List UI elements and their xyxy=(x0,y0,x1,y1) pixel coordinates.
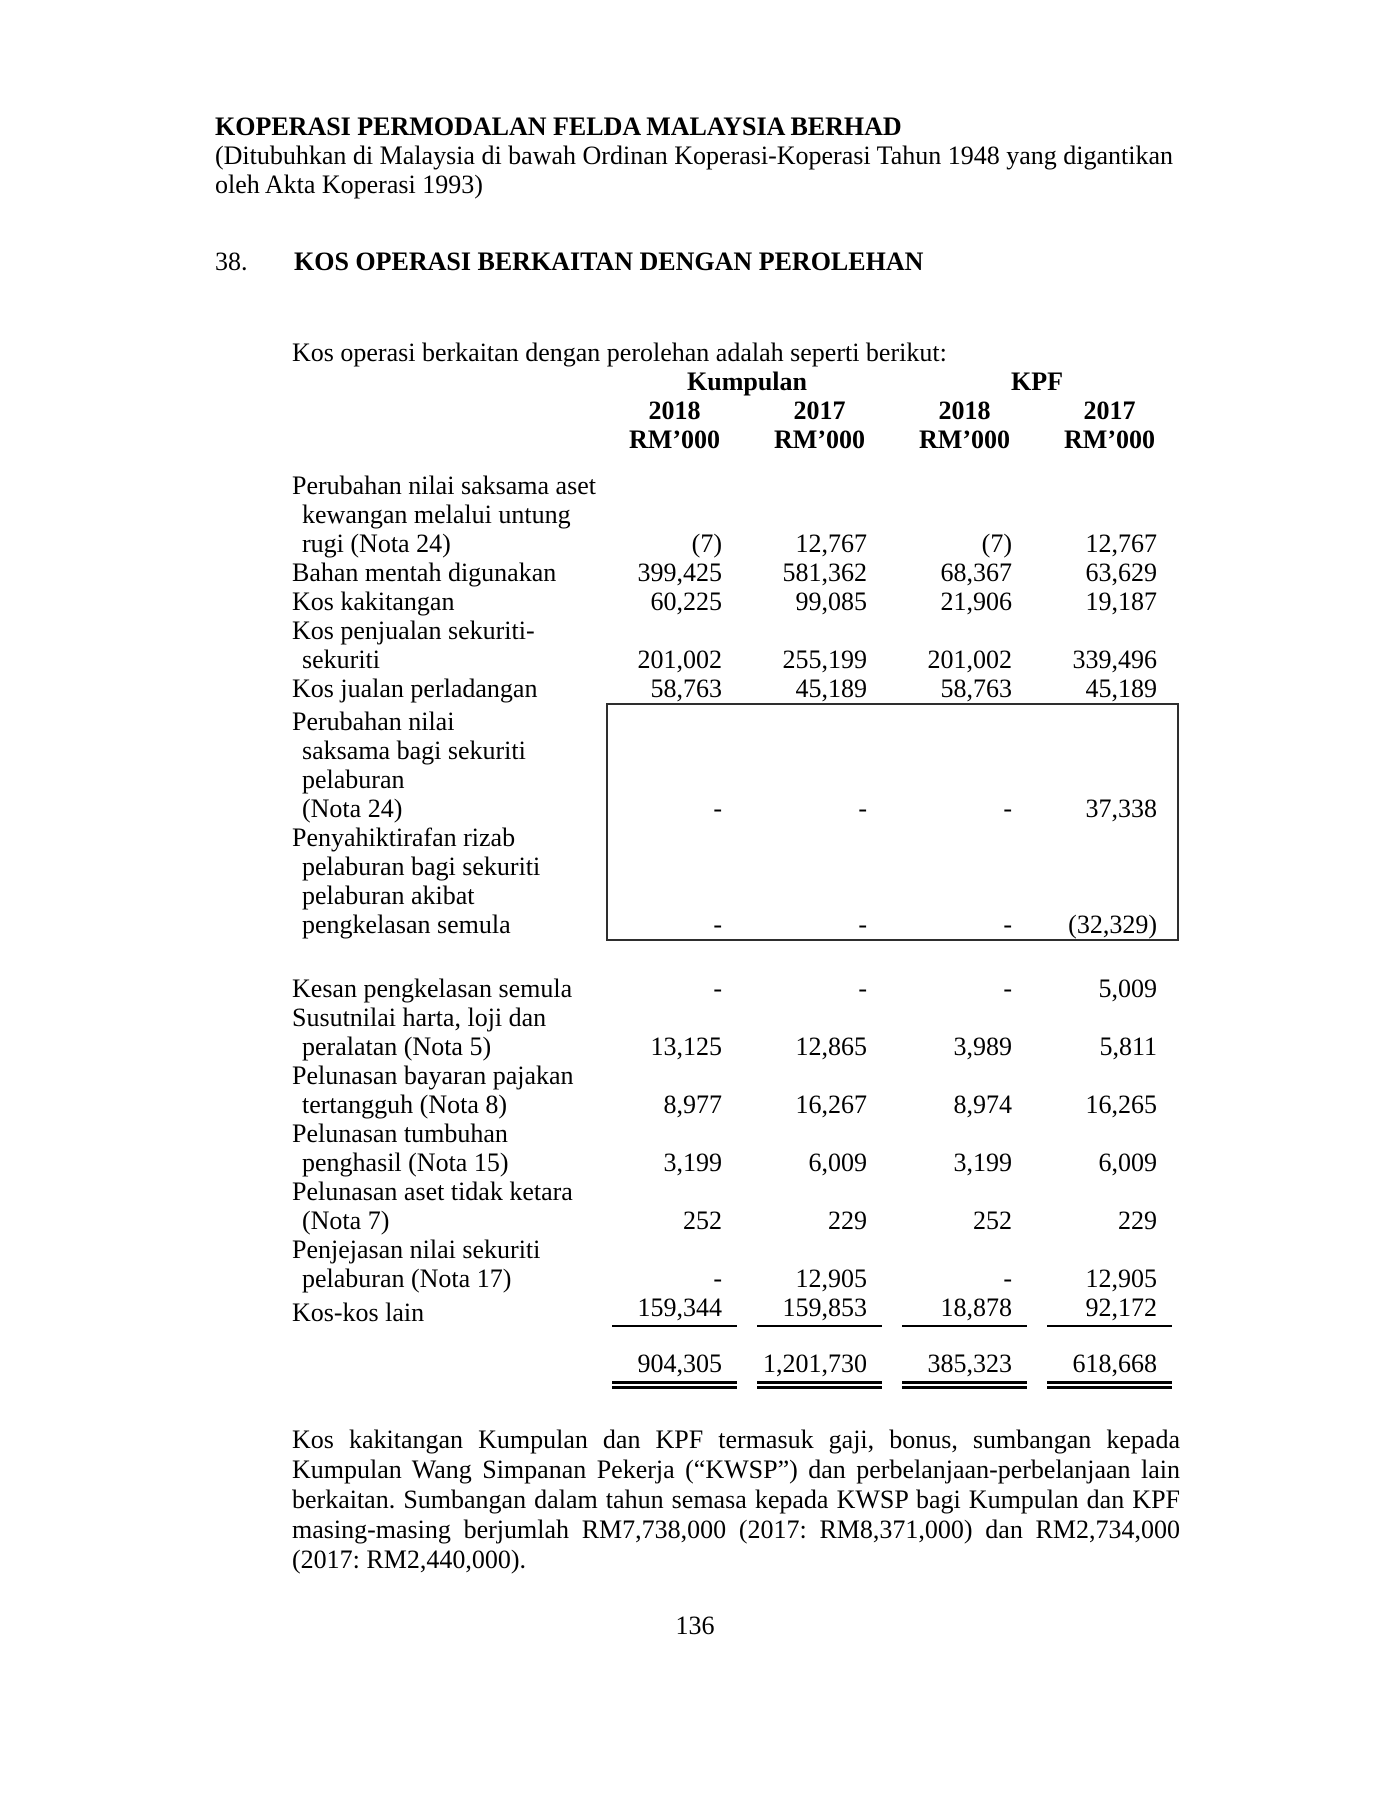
row-label: Kesan pengkelasan semula xyxy=(292,974,573,1003)
cell-value: 252 xyxy=(973,1206,1012,1235)
group-header-kumpulan: Kumpulan xyxy=(687,367,807,396)
cell-value: 99,085 xyxy=(795,587,867,616)
cell-value: 63,629 xyxy=(1085,558,1157,587)
cell-value: 229 xyxy=(828,1206,867,1235)
row-label: Perubahan nilai xyxy=(292,707,455,736)
cell-value: 16,267 xyxy=(795,1090,867,1119)
cell-value: 5,811 xyxy=(1099,1032,1157,1061)
footnote-line: masing-masing berjumlah RM7,738,000 (2017: RM8,371,000) dan RM2,734,000 xyxy=(292,1515,1180,1544)
cell-value: - xyxy=(1003,794,1012,823)
table-row xyxy=(292,1061,1172,1119)
section-number: 38. xyxy=(215,247,248,276)
total-value: 385,323 xyxy=(902,1349,1027,1389)
cell-value: - xyxy=(858,910,867,939)
cell-value: 6,009 xyxy=(808,1148,867,1177)
cell-value: 58,763 xyxy=(940,674,1012,703)
cell-value: 45,189 xyxy=(1085,674,1157,703)
year-header: 2017 xyxy=(793,396,846,425)
cell-value: (7) xyxy=(691,529,722,558)
unit-header: RM’000 xyxy=(629,425,720,454)
cell-value: 201,002 xyxy=(927,645,1012,674)
year-header: 2018 xyxy=(648,396,701,425)
cell-value: - xyxy=(1003,1264,1012,1293)
table-row xyxy=(292,471,1172,558)
cell-value: 201,002 xyxy=(637,645,722,674)
cell-value: 92,172 xyxy=(1047,1293,1172,1327)
cell-value: 21,906 xyxy=(940,587,1012,616)
footnote-line: Kos kakitangan Kumpulan dan KPF termasuk gaji, bonus, sumbangan kepada xyxy=(292,1425,1180,1454)
cell-value: 255,199 xyxy=(782,645,867,674)
cell-value: (7) xyxy=(981,529,1012,558)
table-row xyxy=(292,1119,1172,1177)
total-value: 904,305 xyxy=(612,1349,737,1389)
row-label: pelaburan akibat xyxy=(302,881,475,910)
row-label: peralatan (Nota 5) xyxy=(302,1032,492,1061)
cell-value: 6,009 xyxy=(1098,1148,1157,1177)
cell-value: 12,767 xyxy=(795,529,867,558)
section-heading xyxy=(215,247,1390,276)
table-row xyxy=(292,1235,1172,1293)
row-label: sekuriti xyxy=(302,645,380,674)
unit-header: RM’000 xyxy=(919,425,1010,454)
cell-value: - xyxy=(858,794,867,823)
cell-value: 68,367 xyxy=(940,558,1012,587)
row-label: kewangan melalui untung xyxy=(302,500,571,529)
row-label: Kos-kos lain xyxy=(292,1298,425,1327)
cell-value: 3,199 xyxy=(953,1148,1012,1177)
cell-value: 12,767 xyxy=(1085,529,1157,558)
total-value: 1,201,730 xyxy=(757,1349,882,1389)
table-row xyxy=(292,558,1172,587)
table-row xyxy=(292,1293,1172,1327)
cell-value: - xyxy=(1003,974,1012,1003)
row-label: rugi (Nota 24) xyxy=(302,529,451,558)
row-label: (Nota 24) xyxy=(302,794,403,823)
cell-value: 159,853 xyxy=(757,1293,882,1327)
row-label: Kos jualan perladangan xyxy=(292,674,538,703)
row-label: pelaburan (Nota 17) xyxy=(302,1264,512,1293)
company-header xyxy=(215,112,1175,199)
group-header-kpf: KPF xyxy=(1011,367,1063,396)
table-totals-row xyxy=(292,1349,1172,1389)
row-label: Pelunasan tumbuhan xyxy=(292,1119,508,1148)
cell-value: 12,905 xyxy=(795,1264,867,1293)
cell-value: - xyxy=(1003,910,1012,939)
intro-text: Kos operasi berkaitan dengan perolehan adalah seperti berikut: xyxy=(292,338,947,367)
table-year-header-row xyxy=(292,396,1172,425)
table-row xyxy=(292,587,1172,616)
row-label: Kos penjualan sekuriti- xyxy=(292,616,535,645)
table-row xyxy=(292,1003,1172,1061)
company-name: KOPERASI PERMODALAN FELDA MALAYSIA BERHAD xyxy=(215,112,902,141)
table-group-header-row xyxy=(292,367,1172,396)
cell-value: 159,344 xyxy=(612,1293,737,1327)
table-row xyxy=(292,823,1172,939)
table-row xyxy=(292,674,1172,703)
cell-value: 581,362 xyxy=(782,558,867,587)
cell-value: 16,265 xyxy=(1085,1090,1157,1119)
table-row xyxy=(292,1177,1172,1235)
year-header: 2017 xyxy=(1083,396,1136,425)
row-label: Penyahiktirafan rizab xyxy=(292,823,516,852)
row-label: tertangguh (Nota 8) xyxy=(302,1090,508,1119)
company-subtitle-line: oleh Akta Koperasi 1993) xyxy=(215,170,483,199)
table-unit-header-row xyxy=(292,425,1172,454)
company-subtitle-line: (Ditubuhkan di Malaysia di bawah Ordinan Koperasi-Koperasi Tahun 1948 yang digantikan xyxy=(215,141,1174,170)
cell-value: - xyxy=(713,1264,722,1293)
row-label: Pelunasan aset tidak ketara xyxy=(292,1177,573,1206)
row-label: pelaburan xyxy=(302,765,405,794)
row-label: pelaburan bagi sekuriti xyxy=(302,852,541,881)
year-header: 2018 xyxy=(938,396,991,425)
cell-value: (32,329) xyxy=(1068,910,1157,939)
cell-value: 339,496 xyxy=(1072,645,1157,674)
cell-value: 8,974 xyxy=(953,1090,1012,1119)
cell-value: 5,009 xyxy=(1098,974,1157,1003)
cell-value: 60,225 xyxy=(650,587,722,616)
table-row xyxy=(292,707,1172,823)
footnote-line: (2017: RM2,440,000). xyxy=(292,1545,526,1574)
row-label: pengkelasan semula xyxy=(302,910,511,939)
cell-value: 8,977 xyxy=(663,1090,722,1119)
footnote-line: berkaitan. Sumbangan dalam tahun semasa kepada KWSP bagi Kumpulan dan KPF xyxy=(292,1485,1180,1514)
cell-value: - xyxy=(713,794,722,823)
cell-value: - xyxy=(713,974,722,1003)
boxed-region xyxy=(292,703,1172,941)
row-label: Susutnilai harta, loji dan xyxy=(292,1003,547,1032)
footnote-paragraph xyxy=(292,1425,1180,1575)
table-row xyxy=(292,974,1172,1003)
cell-value: 19,187 xyxy=(1085,587,1157,616)
cell-value: 399,425 xyxy=(637,558,722,587)
row-label: (Nota 7) xyxy=(302,1206,390,1235)
row-label: Pelunasan bayaran pajakan xyxy=(292,1061,574,1090)
cell-value: 12,865 xyxy=(795,1032,867,1061)
cell-value: 229 xyxy=(1118,1206,1157,1235)
footnote-line: Kumpulan Wang Simpanan Pekerja (“KWSP”) dan perbelanjaan-perbelanjaan lain xyxy=(292,1455,1180,1484)
unit-header: RM’000 xyxy=(774,425,865,454)
cell-value: 37,338 xyxy=(1085,794,1157,823)
total-value: 618,668 xyxy=(1047,1349,1172,1389)
cell-value: 3,989 xyxy=(953,1032,1012,1061)
unit-header: RM’000 xyxy=(1064,425,1155,454)
cell-value: 252 xyxy=(683,1206,722,1235)
cell-value: - xyxy=(858,974,867,1003)
table-row xyxy=(292,616,1172,674)
cell-value: 3,199 xyxy=(663,1148,722,1177)
row-label: Bahan mentah digunakan xyxy=(292,558,557,587)
row-label: Penjejasan nilai sekuriti xyxy=(292,1235,541,1264)
cell-value: 45,189 xyxy=(795,674,867,703)
row-label: Kos kakitangan xyxy=(292,587,455,616)
section-title: KOS OPERASI BERKAITAN DENGAN PEROLEHAN xyxy=(294,247,924,276)
cell-value: - xyxy=(713,910,722,939)
row-label: Perubahan nilai saksama aset xyxy=(292,471,596,500)
row-label: saksama bagi sekuriti xyxy=(302,736,526,765)
row-label: penghasil (Nota 15) xyxy=(302,1148,509,1177)
cell-value: 58,763 xyxy=(650,674,722,703)
cell-value: 12,905 xyxy=(1085,1264,1157,1293)
cell-value: 13,125 xyxy=(650,1032,722,1061)
page-number: 136 xyxy=(675,1611,715,1640)
cell-value: 18,878 xyxy=(902,1293,1027,1327)
account-table xyxy=(292,367,1172,1389)
